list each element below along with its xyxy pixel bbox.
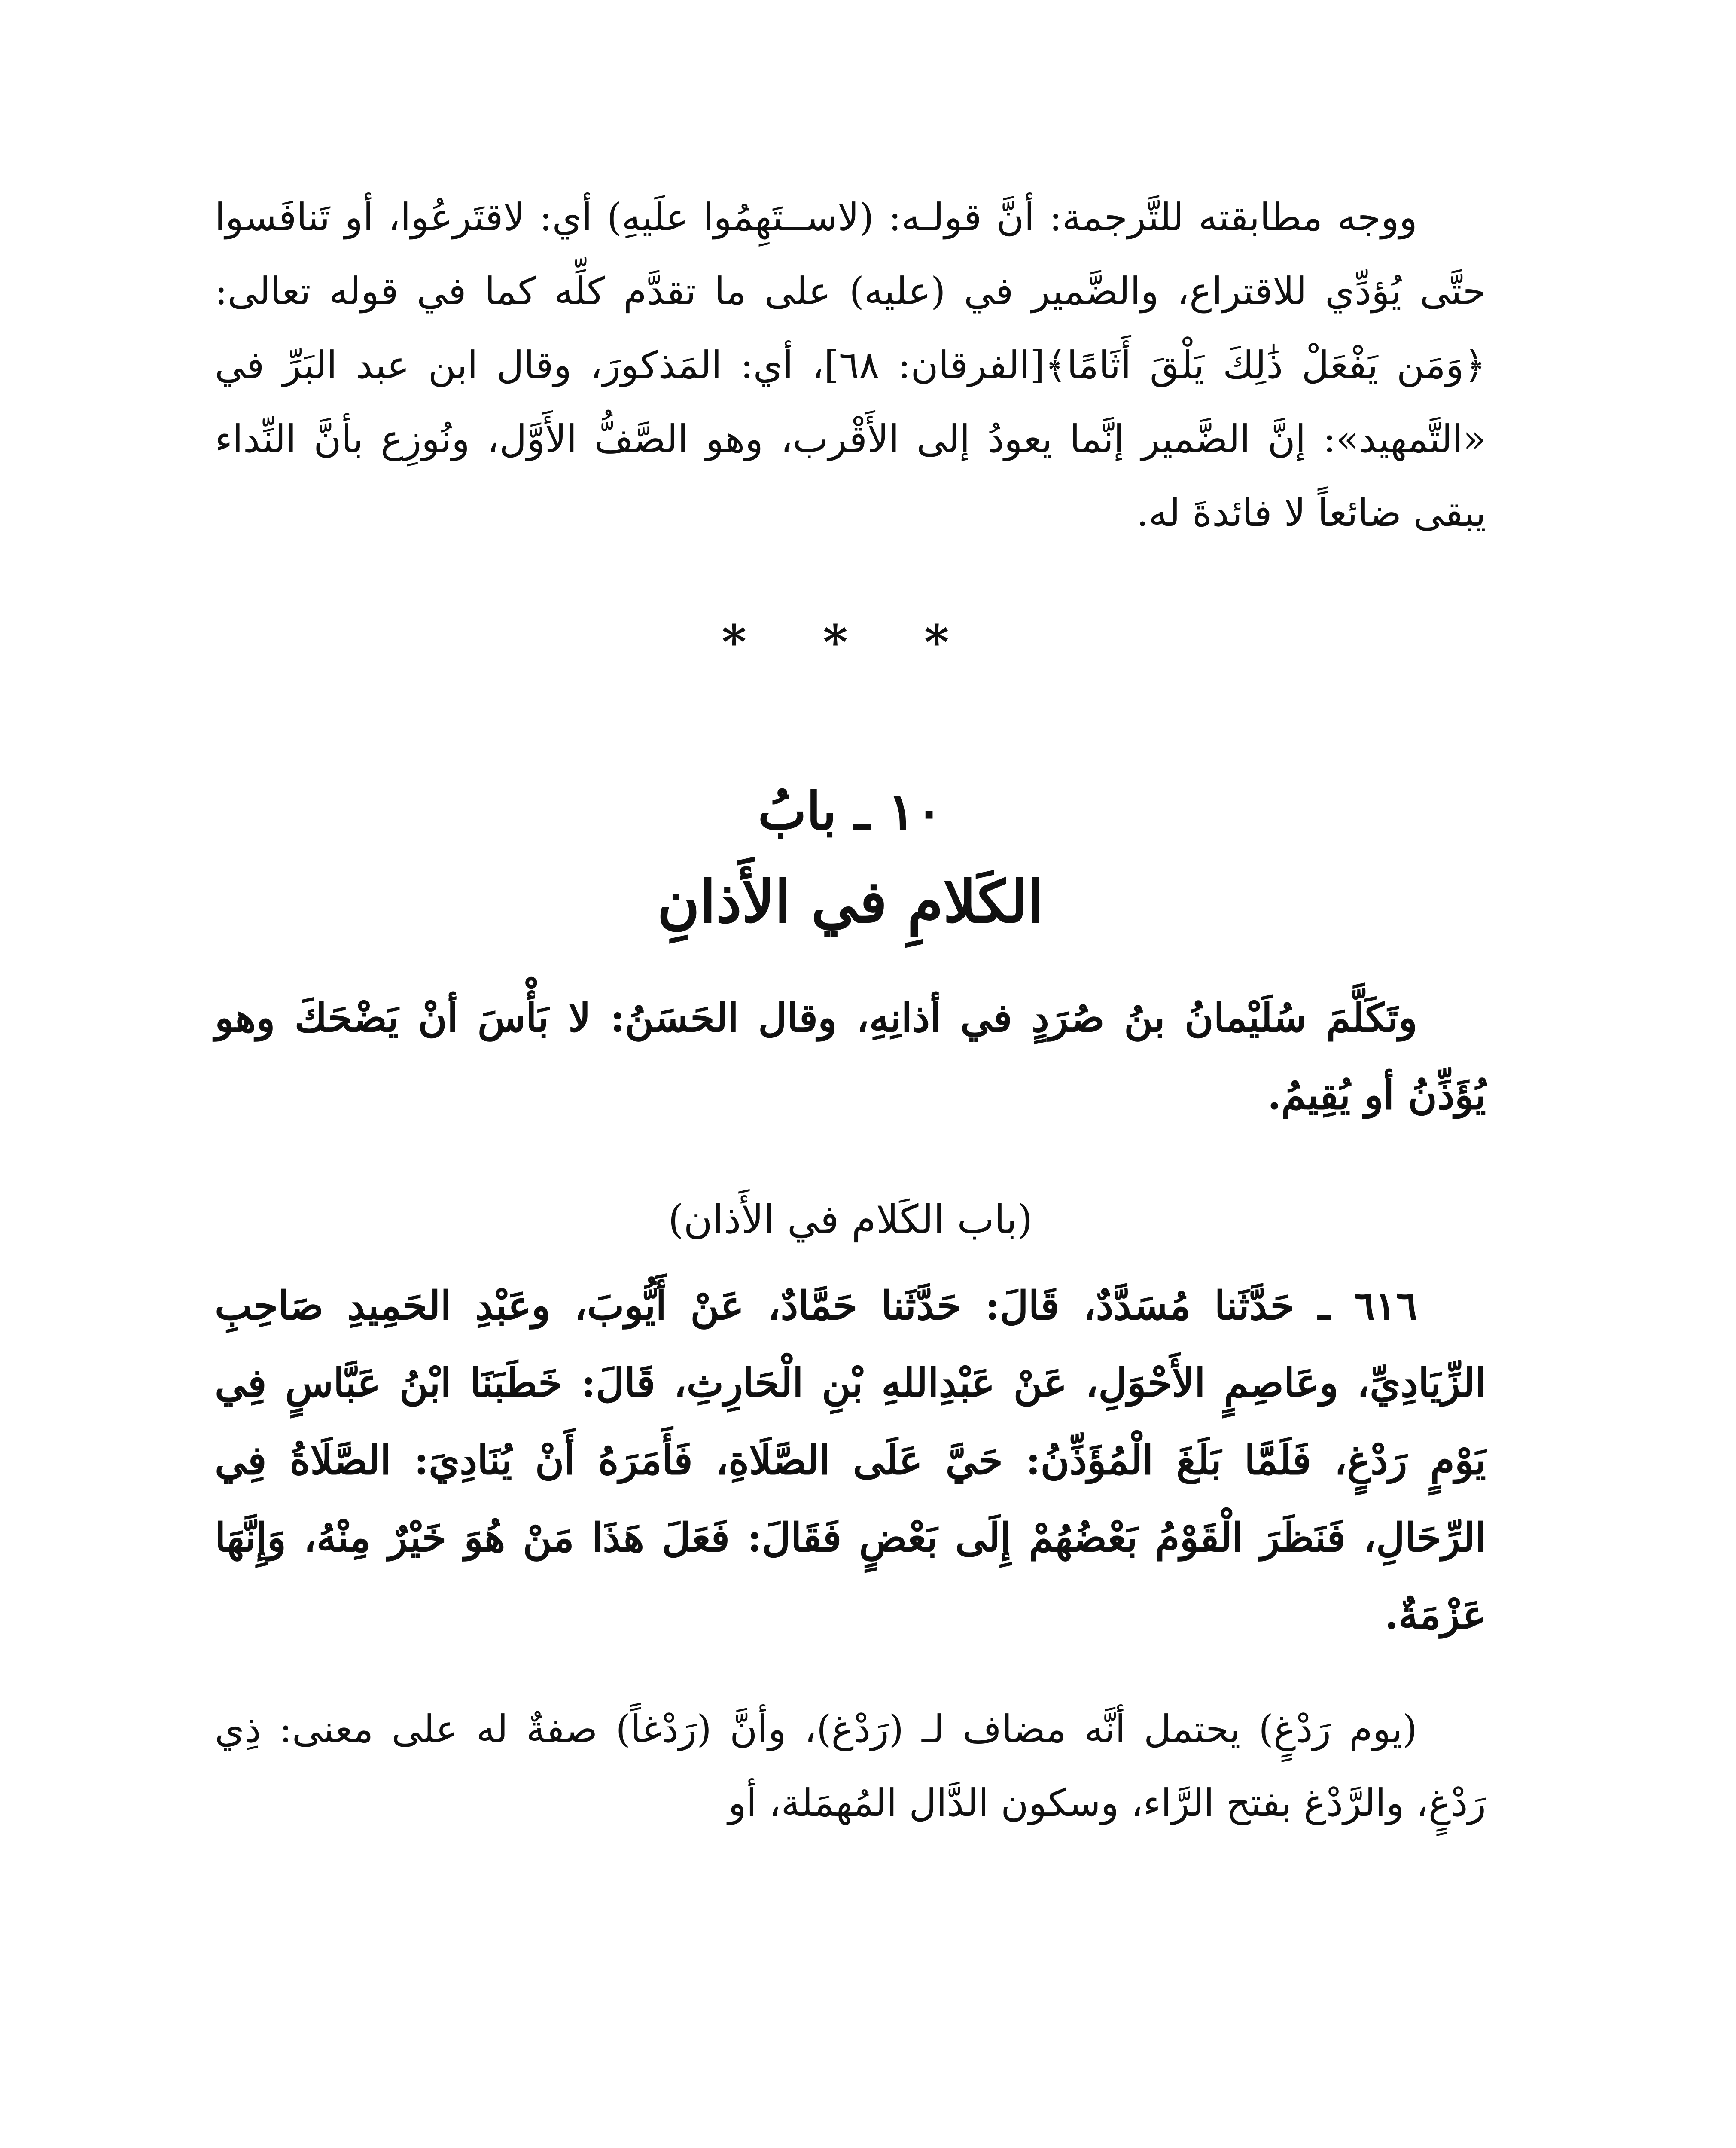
commentary-paragraph-bottom: (يوم رَدْغٍ) يحتمل أنَّه مضاف لـ (رَدْغ)، وأنَّ (رَدْغاً) صفةٌ له على معنى: ذِي رَدْغٍ، والرَّدْغ بفتح الرَّاء، وسكون الدَّال المُهمَلة، أو [215,1707,1486,1825]
commentary-sub-heading: (باب الكَلام في الأَذان) [668,1196,1033,1242]
commentary-paragraph-top: ووجه مطابقته للتَّرجمة: أنَّ قولـه: (لاســتَهِمُوا علَيهِ) أي: لاقتَرعُوا، أو تَنافَسوا حتَّى يُؤدِّي للاقتراع، والضَّمير في (عليه) على ما تقدَّم كلِّه كما في قوله تعالى: ﴿وَمَن يَفْعَلْ ذَٰلِكَ يَلْقَ أَثَامًا﴾[الفرقان: ٦٨]، أي: المَذكورَ، وقال ابن عبد البَرِّ في «التَّمهيد»: إنَّ الضَّمير إنَّما يعودُ إلى الأَقْرب، وهو الصَّفُّ الأَوَّل، ونُوزِع بأنَّ النِّداء يبقى ضائعاً لا فائدةَ له. [215,195,1486,535]
matn-paragraph: وتَكَلَّمَ سُلَيْمانُ بنُ صُرَدٍ في أذانِهِ، وقال الحَسَنُ: لا بَأْسَ أنْ يَضْحَكَ وهو يُؤَذِّنُ أو يُقِيمُ. [215,995,1486,1118]
book-page [215,180,1486,2148]
chapter-title: الكَلامِ في الأَذانِ [657,867,1044,936]
hadith-paragraph: ٦١٦ ـ حَدَّثَنا مُسَدَّدٌ، قَالَ: حَدَّثَنا حَمَّادٌ، عَنْ أَيُّوبَ، وعَبْدِ الحَمِيدِ صَاحِبِ الزِّيَادِيِّ، وعَاصِمٍ الأَحْوَلِ، عَنْ عَبْدِاللهِ بْنِ الْحَارِثِ، قَالَ: خَطَبَنَا ابْنُ عَبَّاسٍ فِي يَوْمٍ رَدْغٍ، فَلَمَّا بَلَغَ الْمُؤَذِّنُ: حَيَّ عَلَى الصَّلَاةِ، فَأَمَرَهُ أَنْ يُنَادِيَ: الصَّلَاةُ فِي الرِّحَالِ، فَنَظَرَ الْقَوْمُ بَعْضُهُمْ إِلَى بَعْضٍ فَقَالَ: فَعَلَ هَذَا مَنْ هُوَ خَيْرٌ مِنْهُ، وَإِنَّهَا عَزْمَةٌ. [215,1282,1486,1638]
chapter-number: ١٠ ـ بابُ [758,781,943,842]
section-separator: * * * [722,614,979,670]
